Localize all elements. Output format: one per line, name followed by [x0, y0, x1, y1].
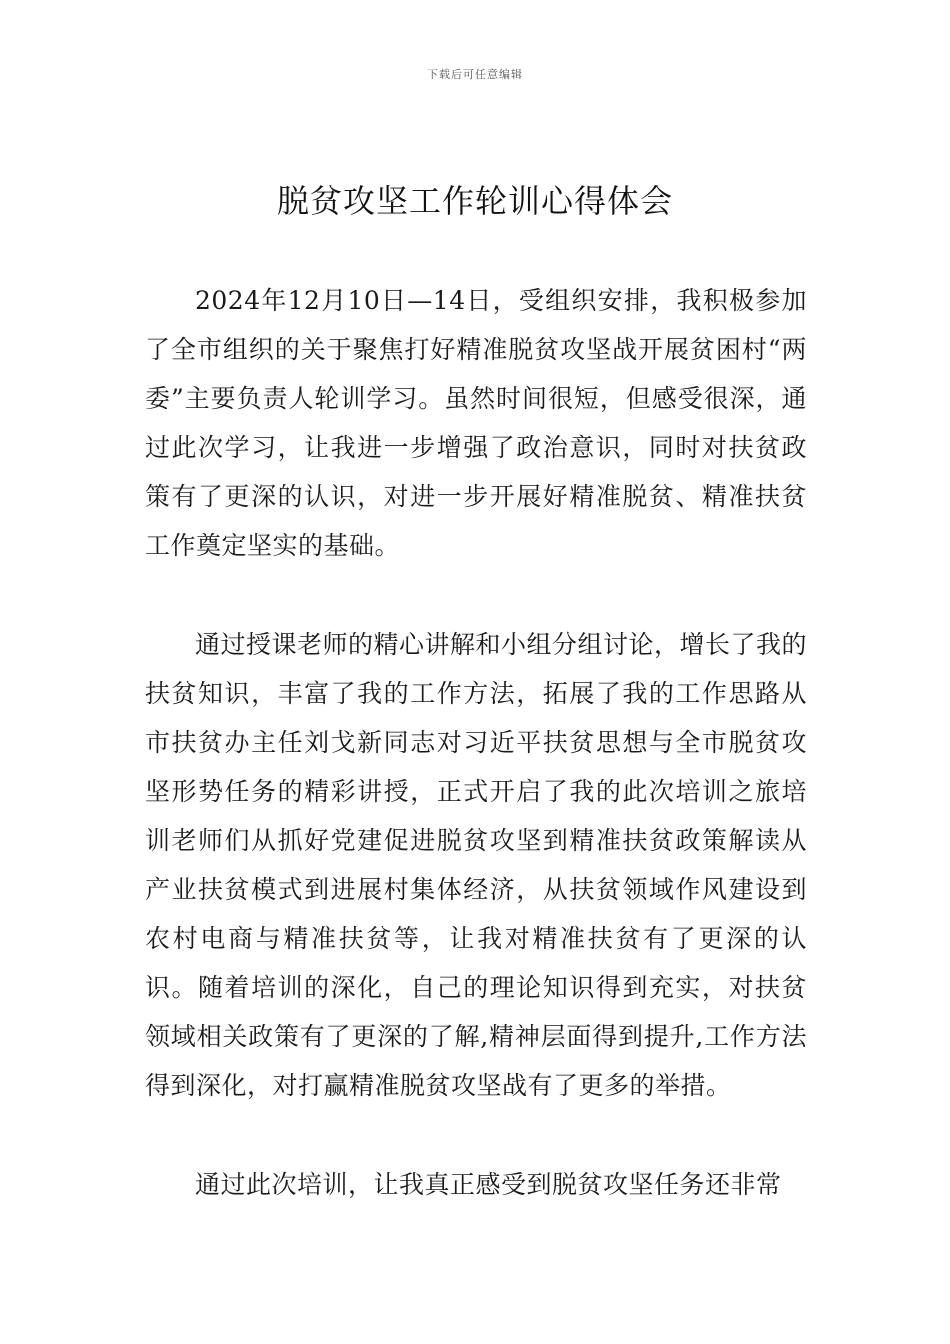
document-body — [145, 276, 807, 1209]
document-title: 脱贫攻坚工作轮训心得体会 — [276, 182, 673, 220]
paragraph-2: 通过授课老师的精心讲解和小组分组讨论，增长了我的扶贫知识，丰富了我的工作方法，拓展了我的工作思路从市扶贫办主任刘戈新同志对习近平扶贫思想与全市脱贫攻坚形势任务的精彩讲授，正式开启了我的此次培训之旅培训老师们从抓好党建促进脱贫攻坚到精准扶贫政策解读从产业扶贫模式到进展村集体经济，从扶贫领域作风建设到农村电商与精准扶贫等，让我对精准扶贫有了更深的认识。随着培训的深化，自己的理论知识得到充实，对扶贫领域相关政策有了更深的了解,精神层面得到提升,工作方法得到深化，对打赢精准脱贫攻坚战有了更多的举措。 — [145, 630, 808, 1100]
paragraph-3: 通过此次培训，让我真正感受到脱贫攻坚任务还非常 — [195, 1170, 782, 1199]
header-note: 下载后可任意编辑 — [427, 68, 523, 81]
paragraph-1: 2024年12月10日—14日，受组织安排，我积极参加了全市组织的关于聚焦打好精准脱贫攻坚战开展贫困村“两委”主要负责人轮训学习。虽然时间很短，但感受很深，通过此次学习，让我进一步增强了政治意识，同时对扶贫政策有了更深的认识，对进一步开展好精准脱贫、精准扶贫工作奠定坚实的基础。 — [145, 286, 807, 560]
